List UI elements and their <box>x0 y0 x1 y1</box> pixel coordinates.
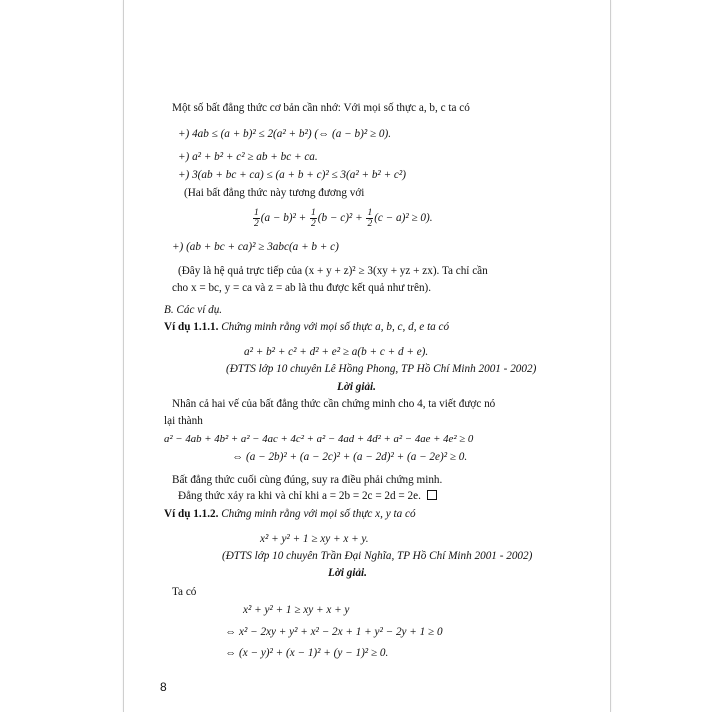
inequality-1: +) 4ab ≤ (a + b)² ≤ 2(a² + b²) (⇔ (a − b)² ≥ 0). <box>178 128 392 140</box>
inequality-3-equivalent <box>252 207 433 229</box>
page-number: 8 <box>160 680 167 694</box>
example-1-formula: a² + b² + c² + d² + e² ≥ a(b + c + d + e). <box>244 346 429 358</box>
qed-icon <box>427 490 437 500</box>
inequality-3-note: (Hai bất đẳng thức này tương đương với <box>184 187 365 199</box>
example-2-solution-intro: Ta có <box>172 586 197 598</box>
example-1-solution-title: Lời giải. <box>337 381 376 393</box>
example-2-heading <box>164 507 416 521</box>
example-2-source: (ĐTTS lớp 10 chuyên Trần Đại Nghĩa, TP Hồ Chí Minh 2001 - 2002) <box>222 550 533 562</box>
example-2-solution-eq-3: ⇔ (x − y)² + (x − 1)² + (y − 1)² ≥ 0. <box>225 647 389 659</box>
example-1-solution-eq-1: a² − 4ab + 4b² + a² − 4ac + 4c² + a² − 4ad + 4d² + a² − 4ae + 4e² ≥ 0 <box>164 433 474 445</box>
inequality-4-note-1: (Đây là hệ quả trực tiếp của (x + y + z)² ≥ 3(xy + yz + zx). Ta chỉ cần <box>178 265 488 277</box>
example-2-solution-eq-1: x² + y² + 1 ≥ xy + x + y <box>243 604 350 616</box>
equiv-term-2: (b − c)² + <box>317 212 363 224</box>
example-2-solution-title: Lời giải. <box>328 567 367 579</box>
fraction-half-2: $\frac{1}{2}$ <box>311 207 316 229</box>
inequality-4: +) (ab + bc + ca)² ≥ 3abc(a + b + c) <box>172 241 339 253</box>
example-1-solution-line-3: Bất đẳng thức cuối cùng đúng, suy ra điều phải chứng minh. <box>172 474 443 486</box>
example-1-solution-line-4: Đẳng thức xảy ra khi và chỉ khi a = 2b = 2c = 2d = 2e. <box>178 489 437 503</box>
example-2-solution-eq-2: ⇔ x² − 2xy + y² + x² − 2x + 1 + y² − 2y + 1 ≥ 0 <box>225 626 443 638</box>
inequality-3: +) 3(ab + bc + ca) ≤ (a + b + c)² ≤ 3(a² + b² + c²) <box>178 169 406 181</box>
inequality-4-note-2: cho x = bc, y = ca và z = ab là thu được kết quả như trên). <box>172 282 432 294</box>
example-2-formula: x² + y² + 1 ≥ xy + x + y. <box>260 533 369 545</box>
section-b-title: B. Các ví dụ. <box>164 304 223 316</box>
example-1-label: Ví dụ 1.1.1. <box>164 321 219 333</box>
intro-text: Một số bất đẳng thức cơ bản cần nhớ: Với mọi số thực a, b, c ta có <box>172 102 470 114</box>
fraction-half-1: $\frac{1}{2}$ <box>254 207 259 229</box>
inequality-2: +) a² + b² + c² ≥ ab + bc + ca. <box>178 151 318 163</box>
example-2-label: Ví dụ 1.1.2. <box>164 508 219 520</box>
example-1-source: (ĐTTS lớp 10 chuyên Lê Hồng Phong, TP Hồ Chí Minh 2001 - 2002) <box>226 363 537 375</box>
example-1-solution-line-2: lại thành <box>164 415 203 427</box>
equiv-term-1: (a − b)² + <box>260 212 307 224</box>
fraction-half-3: $\frac{1}{2}$ <box>367 207 373 229</box>
example-1-heading <box>164 320 449 334</box>
example-2-statement: Chứng minh rằng với mọi số thực x, y ta có <box>221 508 416 520</box>
equiv-term-3: (c − a)² ≥ 0). <box>374 212 433 224</box>
example-1-solution-line-1: Nhân cả hai vế của bất đẳng thức cần chứng minh cho 4, ta viết được nó <box>172 398 496 410</box>
example-1-statement: Chứng minh rằng với mọi số thực a, b, c, d, e ta có <box>221 321 450 333</box>
example-1-solution-eq-2: ⇔ (a − 2b)² + (a − 2c)² + (a − 2d)² + (a − 2e)² ≥ 0. <box>232 451 468 463</box>
